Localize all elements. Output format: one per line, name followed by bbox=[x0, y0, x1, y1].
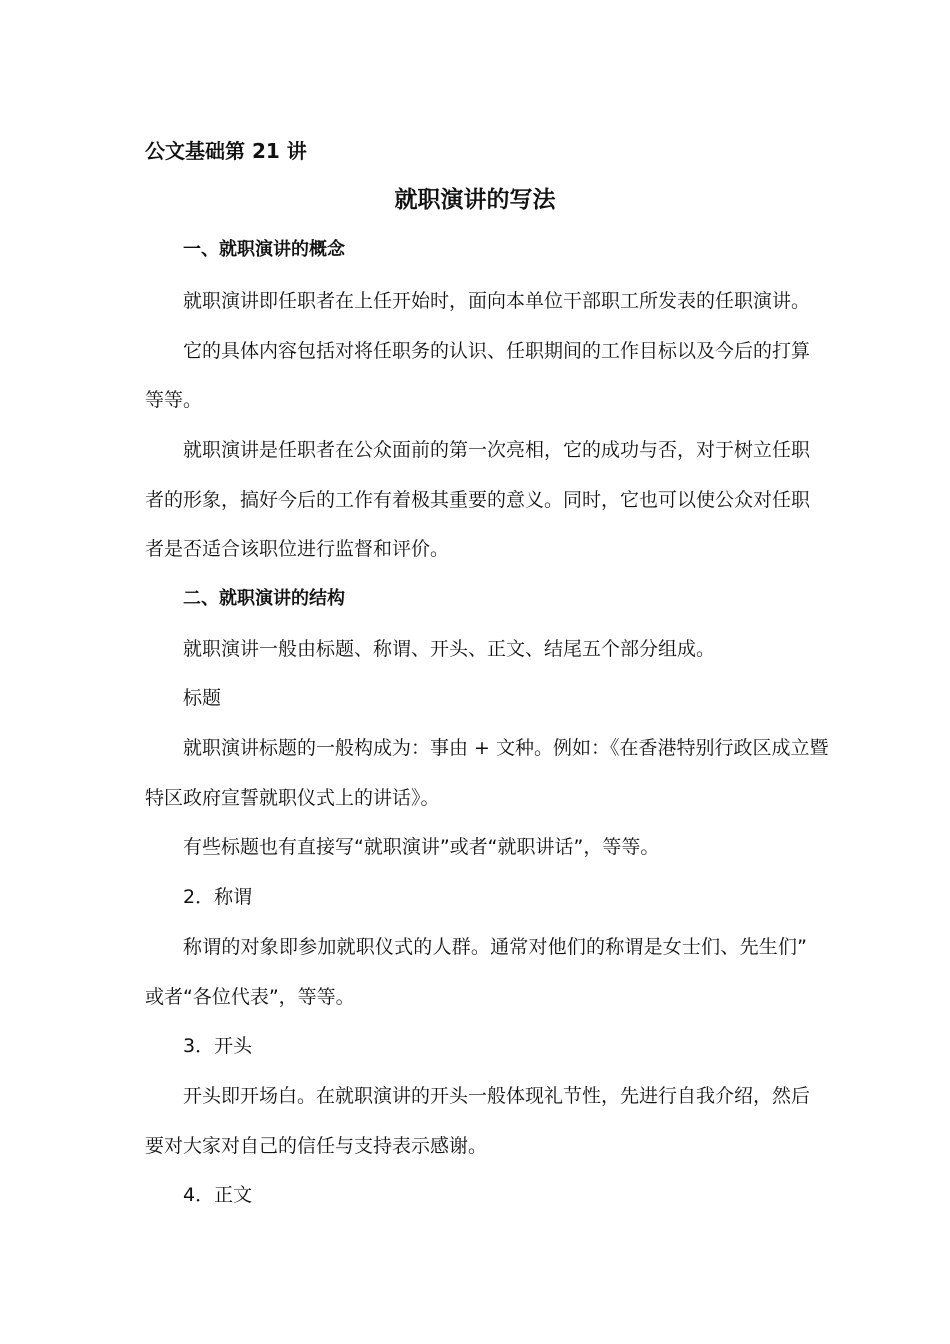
subheading-opening: 3．开头 bbox=[183, 1035, 253, 1057]
paragraph-line: 者是否适合该职位进行监督和评价。 bbox=[145, 538, 450, 560]
document-title: 就职演讲的写法 bbox=[394, 187, 556, 213]
subheading-salutation: 2．称谓 bbox=[183, 886, 253, 908]
paragraph-line: 等等。 bbox=[145, 389, 203, 411]
paragraph-line: 它的具体内容包括对将任职务的认识、任职期间的工作目标以及今后的打算 bbox=[183, 340, 811, 362]
paragraph-line: 开头即开场白。在就职演讲的开头一般体现礼节性，先进行自我介绍，然后 bbox=[183, 1085, 811, 1107]
section-heading-structure: 二、就职演讲的结构 bbox=[183, 588, 345, 609]
paragraph-line: 或者“各位代表”，等等。 bbox=[145, 986, 355, 1008]
paragraph-line: 特区政府宣誓就职仪式上的讲话》。 bbox=[145, 787, 440, 809]
paragraph-line: 就职演讲是任职者在公众面前的第一次亮相，它的成功与否，对于树立任职 bbox=[183, 439, 811, 461]
paragraph-line: 有些标题也有直接写“就职演讲”或者“就职讲话”，等等。 bbox=[183, 836, 660, 858]
paragraph-line: 就职演讲即任职者在上任开始时，面向本单位干部职工所发表的任职演讲。 bbox=[183, 290, 811, 312]
paragraph-line: 者的形象，搞好今后的工作有着极其重要的意义。同时，它也可以使公众对任职 bbox=[145, 489, 811, 511]
paragraph-line: 要对大家对自己的信任与支持表示感谢。 bbox=[145, 1135, 488, 1157]
subheading-main-body: 4．正文 bbox=[183, 1184, 253, 1206]
series-title: 公文基础第 21 讲 bbox=[145, 139, 307, 163]
paragraph-line: 就职演讲标题的一般构成为：事由 + 文种。例如：《在香港特别行政区成立暨 bbox=[183, 737, 829, 759]
section-heading-concept: 一、就职演讲的概念 bbox=[183, 239, 345, 260]
subheading-title: 标题 bbox=[183, 687, 222, 709]
paragraph-line: 称谓的对象即参加就职仪式的人群。通常对他们的称谓是女士们、先生们” bbox=[183, 936, 807, 958]
paragraph-line: 就职演讲一般由标题、称谓、开头、正文、结尾五个部分组成。 bbox=[183, 638, 716, 660]
